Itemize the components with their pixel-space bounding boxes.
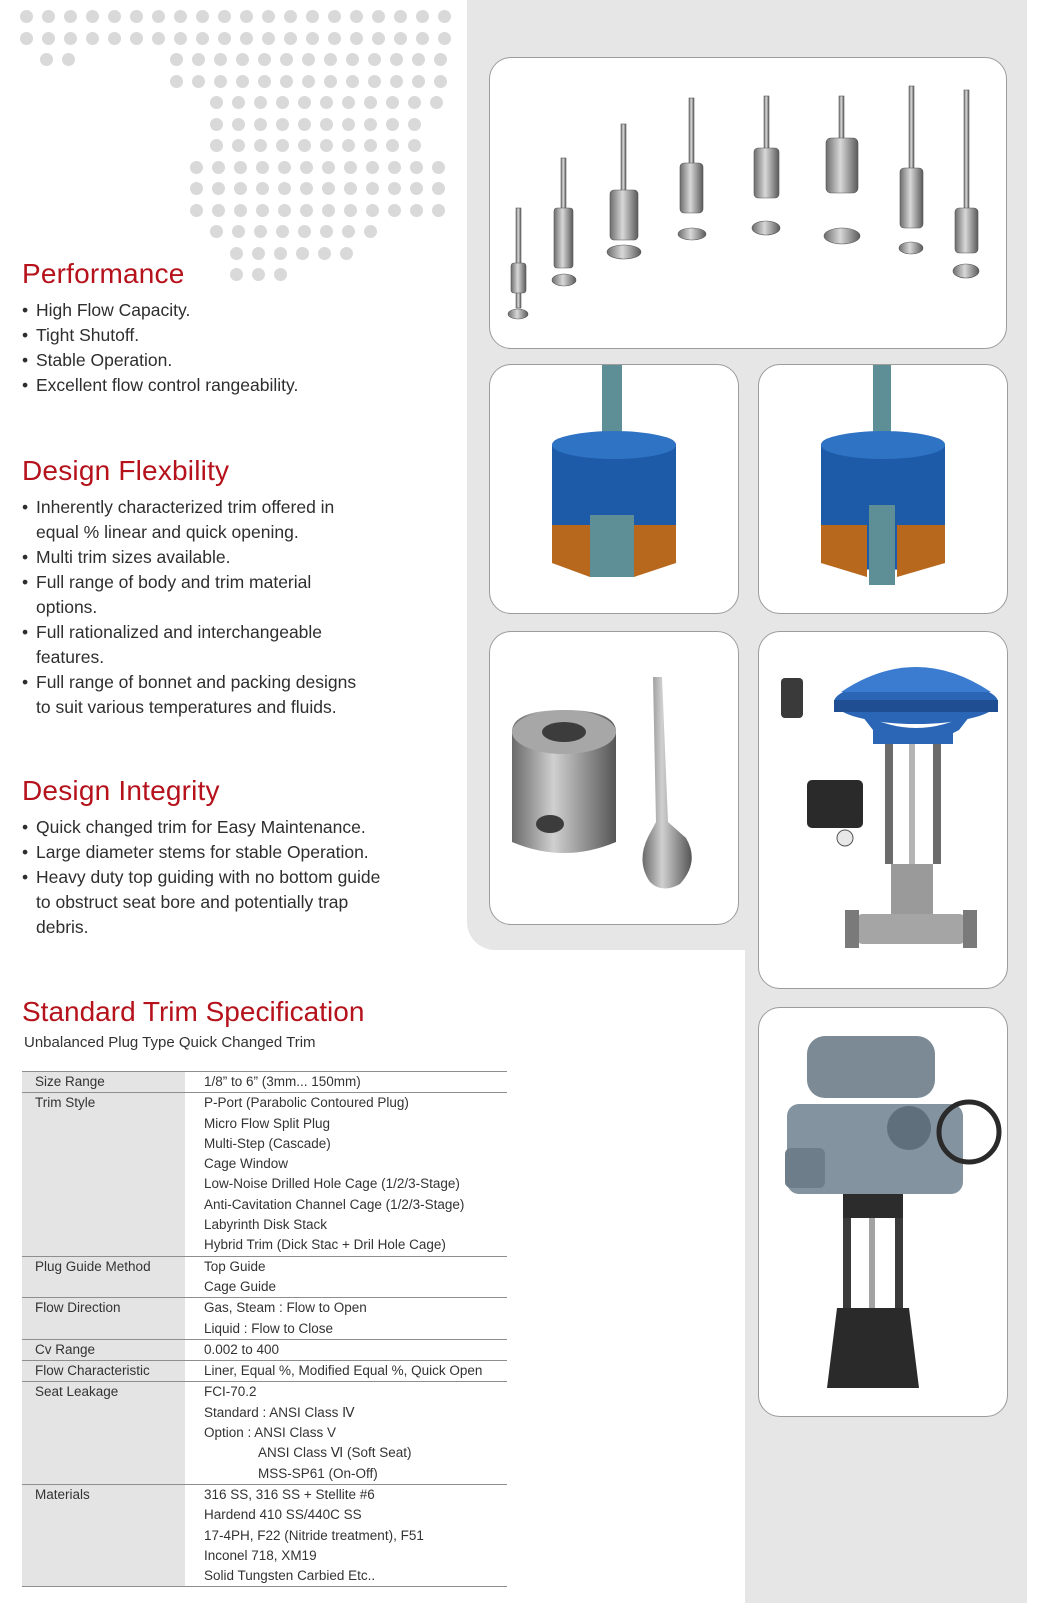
decorative-dot [214, 75, 227, 88]
spec-value-line: FCI-70.2 [204, 1384, 257, 1400]
spec-value-line: Cage Window [204, 1156, 289, 1172]
decorative-dot [350, 32, 363, 45]
decorative-dot [218, 10, 231, 23]
decorative-dot [368, 75, 381, 88]
decorative-dot [322, 204, 335, 217]
decorative-dot [298, 139, 311, 152]
decorative-dot [298, 96, 311, 109]
spec-subtitle: Unbalanced Plug Type Quick Changed Trim [24, 1034, 316, 1051]
decorative-dot [372, 32, 385, 45]
decorative-dot [408, 139, 421, 152]
decorative-dot [170, 53, 183, 66]
list-item: • Multi trim sizes available. [22, 545, 357, 570]
decorative-dot [190, 204, 203, 217]
trim-cutaway-illustration-2 [759, 365, 1007, 613]
decorative-dot [236, 53, 249, 66]
decorative-dot [278, 161, 291, 174]
decorative-dot [432, 182, 445, 195]
section-title: Performance [22, 258, 185, 289]
right-margin-stripe [1027, 0, 1059, 1603]
spec-value-line: Anti-Cavitation Channel Cage (1/2/3-Stage) [204, 1196, 465, 1212]
spec-label: Flow Characteristic [22, 1361, 185, 1382]
decorative-dot [298, 225, 311, 238]
decorative-dot [234, 182, 247, 195]
spec-label: Materials [22, 1484, 185, 1586]
decorative-dot [368, 53, 381, 66]
list-item: • Full range of bonnet and packing designs to suit various temperatures and fluids. [22, 670, 357, 720]
decorative-dot [254, 96, 267, 109]
spec-label: Seat Leakage [22, 1382, 185, 1484]
decorative-dot [434, 53, 447, 66]
decorative-dot [342, 96, 355, 109]
decorative-dot [278, 182, 291, 195]
decorative-dot [432, 204, 445, 217]
spec-label: Trim Style [22, 1093, 185, 1256]
decorative-dot [412, 53, 425, 66]
decorative-dot [108, 32, 121, 45]
spec-value-line: Multi-Step (Cascade) [204, 1135, 331, 1151]
decorative-dot [390, 75, 403, 88]
decorative-dot [372, 10, 385, 23]
decorative-dot [42, 10, 55, 23]
spec-label: Size Range [22, 1072, 185, 1093]
decorative-dot [320, 139, 333, 152]
table-row [22, 1361, 507, 1382]
table-row [22, 1256, 507, 1298]
spec-value-line: Labyrinth Disk Stack [204, 1217, 328, 1233]
decorative-dot [302, 53, 315, 66]
spec-title: Standard Trim Specification [22, 996, 365, 1027]
decorative-dot [218, 32, 231, 45]
spec-value [185, 1484, 507, 1586]
decorative-dot [410, 182, 423, 195]
decorative-dot [434, 75, 447, 88]
spec-label: Flow Direction [22, 1298, 185, 1340]
decorative-dot [390, 53, 403, 66]
decorative-dot [234, 161, 247, 174]
decorative-dot [394, 10, 407, 23]
decorative-dot [280, 75, 293, 88]
bullet-list [22, 815, 392, 940]
decorative-dot [364, 225, 377, 238]
decorative-dot [192, 75, 205, 88]
decorative-dot [342, 139, 355, 152]
decorative-dot [284, 32, 297, 45]
decorative-dot [318, 247, 331, 260]
decorative-dot [86, 32, 99, 45]
spec-value-line: MSS-SP61 (On-Off) [258, 1465, 378, 1481]
decorative-dot [64, 32, 77, 45]
spec-value-line: ANSI Class Ⅵ (Soft Seat) [258, 1445, 412, 1461]
decorative-dot [214, 53, 227, 66]
decorative-dot [300, 182, 313, 195]
trim-spec-table [22, 1071, 507, 1587]
cage-and-plug-photo [489, 631, 739, 925]
decorative-dot [254, 118, 267, 131]
decorative-dot [190, 161, 203, 174]
decorative-dot [306, 32, 319, 45]
decorative-dot [240, 32, 253, 45]
decorative-dot [210, 118, 223, 131]
decorative-dot [388, 161, 401, 174]
list-item: • Heavy duty top guiding with no bottom guide to obstruct seat bore and potentially trap debris. [22, 865, 392, 940]
decorative-dot [320, 96, 333, 109]
spec-label: Plug Guide Method [22, 1256, 185, 1298]
control-valve-pneumatic-photo [758, 631, 1008, 989]
decorative-dot [364, 118, 377, 131]
spec-value-line: 17-4PH, F22 (Nitride treatment), F51 [204, 1527, 424, 1543]
decorative-dot [210, 96, 223, 109]
design-integrity-section [22, 775, 392, 940]
spec-label: Cv Range [22, 1339, 185, 1360]
trim-cutaway-photo [489, 364, 739, 614]
decorative-dot [254, 225, 267, 238]
decorative-dot [130, 10, 143, 23]
decorative-dot [232, 96, 245, 109]
decorative-dot [366, 204, 379, 217]
decorative-dot [394, 32, 407, 45]
decorative-dot [344, 204, 357, 217]
decorative-dot [320, 225, 333, 238]
table-row [22, 1298, 507, 1340]
decorative-dot [438, 10, 451, 23]
decorative-dot [276, 225, 289, 238]
spec-value-line: Low-Noise Drilled Hole Cage (1/2/3-Stage) [204, 1176, 460, 1192]
bullet-list [22, 298, 298, 398]
decorative-dot [40, 53, 53, 66]
list-item: • Inherently characterized trim offered in equal % linear and quick opening. [22, 495, 357, 545]
spec-value [185, 1256, 507, 1298]
decorative-dot [212, 161, 225, 174]
decorative-dot [254, 139, 267, 152]
decorative-dot [408, 96, 421, 109]
decorative-dot [232, 225, 245, 238]
decorative-dot [438, 32, 451, 45]
decorative-dot [234, 204, 247, 217]
decorative-dot [232, 139, 245, 152]
decorative-dot [324, 75, 337, 88]
spec-value-line: Standard : ANSI Class Ⅳ [204, 1404, 355, 1420]
decorative-dot [408, 118, 421, 131]
decorative-dot [342, 225, 355, 238]
decorative-dot [130, 32, 143, 45]
trim-cutaway-illustration [490, 365, 738, 613]
decorative-dot [256, 204, 269, 217]
list-item: • High Flow Capacity. [22, 298, 298, 323]
decorative-dot [322, 182, 335, 195]
decorative-dot [174, 10, 187, 23]
decorative-dot [410, 161, 423, 174]
decorative-dot [236, 75, 249, 88]
decorative-dot [212, 182, 225, 195]
decorative-dot [20, 10, 33, 23]
spec-value-line: Inconel 718, XM19 [204, 1547, 317, 1563]
decorative-dot [344, 182, 357, 195]
decorative-dot [340, 247, 353, 260]
design-flexibility-section [22, 455, 357, 720]
decorative-dot [346, 53, 359, 66]
decorative-dot [240, 10, 253, 23]
decorative-dot [344, 161, 357, 174]
pneumatic-valve-illustration [759, 632, 1007, 988]
decorative-dot [190, 182, 203, 195]
performance-section [22, 258, 298, 398]
spec-value-line: Liner, Equal %, Modified Equal %, Quick Open [204, 1363, 483, 1379]
decorative-dot [364, 96, 377, 109]
list-item: • Quick changed trim for Easy Maintenance. [22, 815, 392, 840]
section-title: Design Flexbility [22, 455, 230, 486]
spec-value-line: Top Guide [204, 1258, 266, 1274]
spec-value [185, 1072, 507, 1093]
decorative-dot [108, 10, 121, 23]
spec-value-line: 316 SS, 316 SS + Stellite #6 [204, 1486, 375, 1502]
spec-value-line: 0.002 to 400 [204, 1341, 280, 1357]
trim-plugs-illustration [490, 58, 1006, 348]
spec-value-line: Solid Tungsten Carbied Etc.. [204, 1568, 376, 1584]
decorative-dot [174, 32, 187, 45]
decorative-dot [276, 139, 289, 152]
decorative-dot [64, 10, 77, 23]
spec-value-line: Option : ANSI Class V [204, 1425, 337, 1441]
decorative-dot [324, 53, 337, 66]
decorative-dot [306, 10, 319, 23]
decorative-dot [278, 204, 291, 217]
decorative-dot [280, 53, 293, 66]
decorative-dot [386, 96, 399, 109]
spec-value-line: Hardend 410 SS/440C SS [204, 1507, 362, 1523]
trim-plugs-photo [489, 57, 1007, 349]
decorative-dot [364, 139, 377, 152]
decorative-dot [386, 118, 399, 131]
spec-value [185, 1093, 507, 1256]
decorative-dot [86, 10, 99, 23]
decorative-dot [258, 75, 271, 88]
spec-value-line: Hybrid Trim (Dick Stac + Dril Hole Cage) [204, 1237, 446, 1253]
decorative-dot [342, 118, 355, 131]
decorative-dot [416, 10, 429, 23]
decorative-dot [302, 75, 315, 88]
decorative-dot [62, 53, 75, 66]
table-row [22, 1339, 507, 1360]
decorative-dot [320, 118, 333, 131]
decorative-dot [432, 161, 445, 174]
table-row [22, 1072, 507, 1093]
spec-value-line: Cage Guide [204, 1278, 277, 1294]
table-row [22, 1484, 507, 1586]
decorative-dot [152, 32, 165, 45]
decorative-dot [430, 96, 443, 109]
decorative-dot [410, 204, 423, 217]
spec-value-line: Liquid : Flow to Close [204, 1320, 334, 1336]
spec-value-line: 1/8” to 6” (3mm... 150mm) [204, 1074, 361, 1089]
decorative-dot [346, 75, 359, 88]
spec-value [185, 1382, 507, 1484]
decorative-dot [170, 75, 183, 88]
decorative-dot [328, 32, 341, 45]
decorative-dot [256, 182, 269, 195]
decorative-dot [212, 204, 225, 217]
trim-cutaway-photo-2 [758, 364, 1008, 614]
bullet-list [22, 495, 357, 720]
decorative-dot [256, 161, 269, 174]
decorative-dot [328, 10, 341, 23]
decorative-dot [416, 32, 429, 45]
section-title: Design Integrity [22, 775, 220, 806]
decorative-dot [262, 10, 275, 23]
decorative-dot [276, 96, 289, 109]
list-item: • Stable Operation. [22, 348, 298, 373]
list-item: • Large diameter stems for stable Operation. [22, 840, 392, 865]
spec-value [185, 1298, 507, 1340]
spec-value-line: Micro Flow Split Plug [204, 1115, 331, 1131]
decorative-dot [210, 139, 223, 152]
decorative-dot [192, 53, 205, 66]
decorative-dot [386, 139, 399, 152]
decorative-dot [42, 32, 55, 45]
spec-value-line: Gas, Steam : Flow to Open [204, 1300, 367, 1316]
decorative-dot [152, 10, 165, 23]
list-item: • Excellent flow control rangeability. [22, 373, 298, 398]
decorative-dot [366, 161, 379, 174]
decorative-dot [350, 10, 363, 23]
cage-and-plug-illustration [490, 632, 738, 924]
control-valve-electric-photo [758, 1007, 1008, 1417]
list-item: • Full rationalized and interchangeable features. [22, 620, 357, 670]
decorative-dot [412, 75, 425, 88]
spec-value [185, 1361, 507, 1382]
list-item: • Full range of body and trim material options. [22, 570, 357, 620]
table-row [22, 1093, 507, 1256]
decorative-dot [366, 182, 379, 195]
decorative-dot [300, 204, 313, 217]
decorative-dot [284, 10, 297, 23]
table-row [22, 1382, 507, 1484]
decorative-dot [322, 161, 335, 174]
list-item: • Tight Shutoff. [22, 323, 298, 348]
decorative-dot [196, 10, 209, 23]
decorative-dot [300, 161, 313, 174]
decorative-dot [232, 118, 245, 131]
decorative-dot [298, 118, 311, 131]
spec-value [185, 1339, 507, 1360]
decorative-dot [388, 204, 401, 217]
decorative-dot [210, 225, 223, 238]
spec-value-line: P-Port (Parabolic Contoured Plug) [204, 1095, 409, 1111]
decorative-dot [276, 118, 289, 131]
electric-valve-illustration [759, 1008, 1007, 1416]
decorative-dot [388, 182, 401, 195]
decorative-dot [262, 32, 275, 45]
decorative-dot [196, 32, 209, 45]
decorative-dot [20, 32, 33, 45]
decorative-dot [258, 53, 271, 66]
